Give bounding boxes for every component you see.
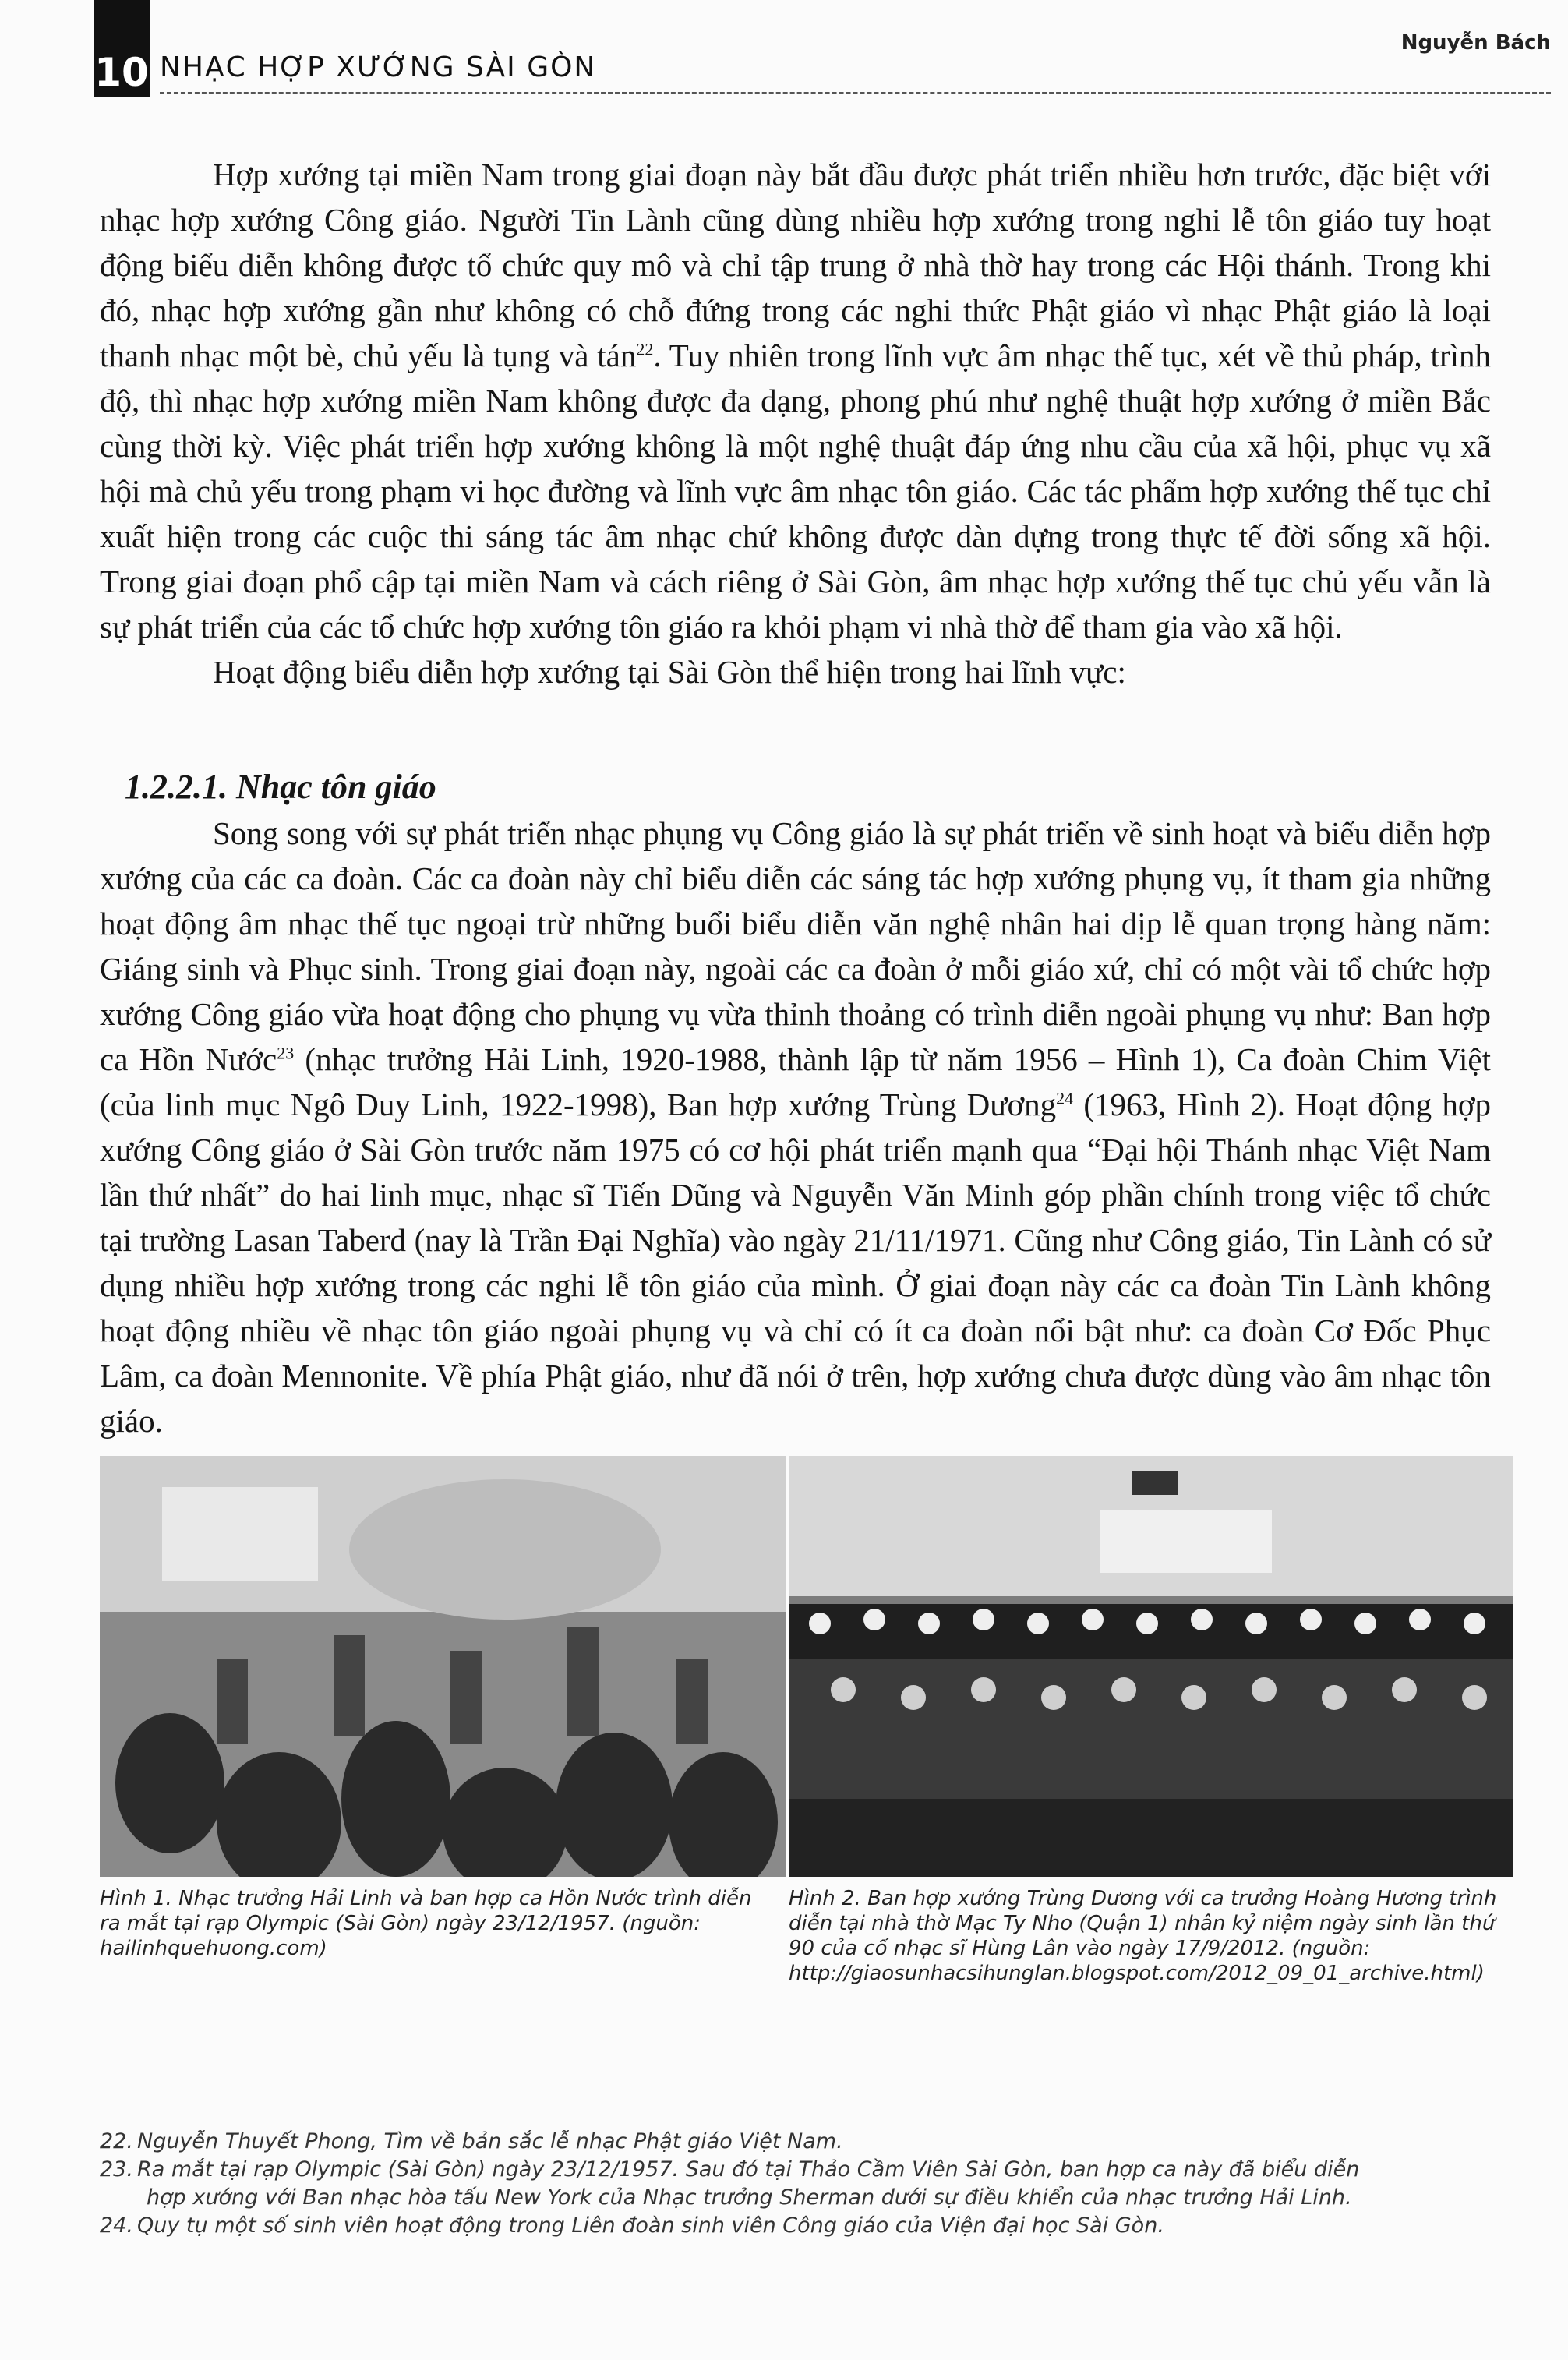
paragraph: Song song với sự phát triển nhạc phụng vụ Công giáo là sự phát triển về sinh hoạt và biểu diễn hợp xướng của các ca đoàn. Các ca đoàn này chỉ biểu diễn các sáng tác hợp xướng phụng vụ, ít tham gia những hoạt động âm nhạc thế tục ngoại trừ những buổi biểu diễn văn nghệ nhân hai dịp lễ quan trọng hàng năm: Giáng sinh và Phục sinh. Trong giai đoạn này, ngoài các ca đoàn ở mỗi giáo xứ, chỉ có một vài tổ chức hợp xướng Công giáo vừa hoạt động cho phụng vụ vừa thỉnh thoảng có trình diễn ngoài phụng vụ như: Ban hợp ca Hồn Nước$^{23}$ (nhạc trưởng Hải Linh, 1920-1988, thành lập từ năm 1956 – Hình 1), Ca đoàn Chim Việt (của linh mục Ngô Duy Linh, 1922-1998), Ban hợp xướng Trùng Dương$^{24}$ (1963, Hình 2). Hoạt động hợp xướng Công giáo ở Sài Gòn trước năm 1975 có cơ hội phát triển mạnh qua “Đại hội Thánh nhạc Việt Nam lần thứ nhất” do hai linh mục, nhạc sĩ Tiến Dũng và Nguyễn Văn Minh góp phần chính trong việc tổ chức tại trường Lasan Taberd (nay là Trần Đại Nghĩa) vào ngày 21/11/1971. Cũng như Công giáo, Tin Lành có sử dụng nhiều hợp xướng trong các nghi lễ tôn giáo của mình. Ở giai đoạn này các ca đoàn Tin Lành không hoạt động nhiều về nhạc tôn giáo ngoài phụng vụ và chỉ có ít ca đoàn nổi bật như: ca đoàn Cơ Đốc Phục Lâm, ca đoàn Mennonite. Về phía Phật giáo, như đã nói ở trên, hợp xướng chưa được dùng vào âm nhạc tôn giáo. (100, 815, 1491, 1439)
footnote-continuation: hợp xướng với Ban nhạc hòa tấu New York của Nhạc trưởng Sherman dưới sự điều khiển của nhạc trưởng Hải Linh. (147, 2185, 1352, 2210)
header-rule (160, 92, 1551, 94)
footnote: 22. Nguyễn Thuyết Phong, Tìm về bản sắc lễ nhạc Phật giáo Việt Nam. (100, 2129, 843, 2153)
running-title: NHẠC HỢP XƯỚNG SÀI GÒN (160, 51, 597, 83)
footnote: 24. Quy tụ một số sinh viên hoạt động trong Liên đoàn sinh viên Công giáo của Viện đại học Sài Gòn. (100, 2213, 1164, 2238)
footnote-ref: 23 (277, 1043, 295, 1063)
intro-text (100, 152, 1491, 694)
page-number: 10 (94, 50, 149, 95)
figure-1-photo (100, 1456, 786, 1877)
page-number-tab (94, 0, 150, 48)
footnote-ref: 22 (636, 339, 654, 359)
paragraph: Hoạt động biểu diễn hợp xướng tại Sài Gòn thể hiện trong hai lĩnh vực: (213, 654, 1126, 690)
section-text (100, 811, 1491, 1443)
paragraph: Hợp xướng tại miền Nam trong giai đoạn này bắt đầu được phát triển nhiều hơn trước, đặc biệt với nhạc hợp xướng Công giáo. Người Tin Lành cũng dùng nhiều hợp xướng trong nghi lễ tôn giáo tuy hoạt động biểu diễn không được tổ chức quy mô và chỉ tập trung ở nhà thờ hay trong các Hội thánh. Trong khi đó, nhạc hợp xướng gần như không có chỗ đứng trong các nghi thức Phật giáo vì nhạc Phật giáo là loại thanh nhạc một bè, chủ yếu là tụng và tán$^{22}$. Tuy nhiên trong lĩnh vực âm nhạc thế tục, xét về thủ pháp, trình độ, thì nhạc hợp xướng miền Nam không được đa dạng, phong phú như nghệ thuật hợp xướng ở miền Bắc cùng thời kỳ. Việc phát triển hợp xướng không là một nghệ thuật đáp ứng nhu cầu của xã hội, phục vụ xã hội mà chủ yếu trong phạm vi học đường và lĩnh vực âm nhạc tôn giáo. Các tác phẩm hợp xướng thế tục chỉ xuất hiện trong các cuộc thi sáng tác âm nhạc chứ không được dàn dựng trong thực tế đời sống xã hội. Trong giai đoạn phổ cập tại miền Nam và cách riêng ở Sài Gòn, âm nhạc hợp xướng thế tục chủ yếu vẫn là sự phát triển của các tổ chức hợp xướng tôn giáo ra khỏi phạm vi nhà thờ để tham gia vào xã hội. (100, 157, 1491, 645)
page-header (0, 0, 1568, 101)
figure-1-caption: Hình 1. Nhạc trưởng Hải Linh và ban hợp ca Hồn Nước trình diễn ra mắt tại rạp Olympic (Sài Gòn) ngày 23/12/1957. (nguồn: hailinhquehuong.com) (100, 1887, 752, 1960)
section-heading: 1.2.2.1. Nhạc tôn giáo (125, 768, 436, 806)
footnote: 23. Ra mắt tại rạp Olympic (Sài Gòn) ngày 23/12/1957. Sau đó tại Thảo Cầm Viên Sài Gòn, ban hợp ca này đã biểu diễn (100, 2157, 1360, 2182)
figure-2-photo (789, 1456, 1513, 1877)
figure-2-caption: Hình 2. Ban hợp xướng Trùng Dương với ca trưởng Hoàng Hương trình diễn tại nhà thờ Mạc Ty Nho (Quận 1) nhân kỷ niệm ngày sinh lần thứ 90 của cố nhạc sĩ Hùng Lân vào ngày 17/9/2012. (nguồn: http://giaosunhacsihunglan.blogspot.com/2012_09_01_archive.html) (789, 1887, 1497, 1985)
footnotes (100, 2128, 1503, 2240)
footnote-ref: 24 (1056, 1088, 1074, 1108)
running-author: Nguyễn Bách (1400, 31, 1551, 55)
